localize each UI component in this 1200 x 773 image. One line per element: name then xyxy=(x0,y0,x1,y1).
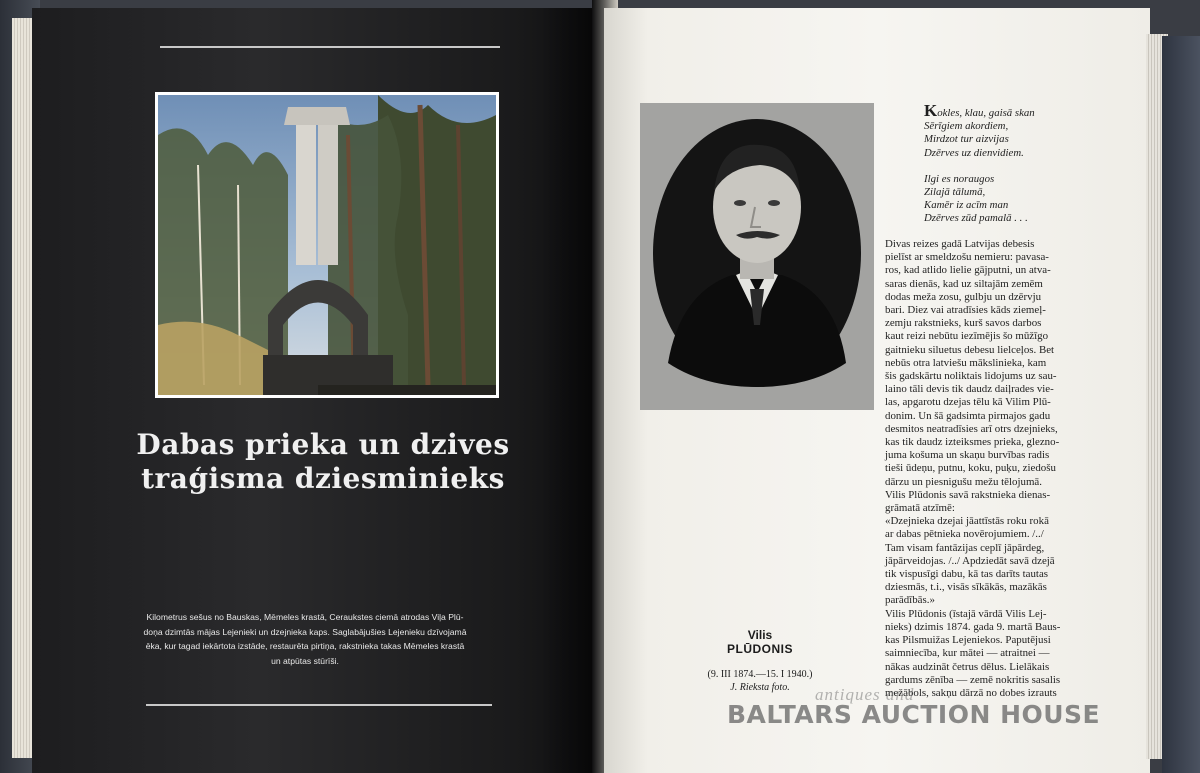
stanza-gap xyxy=(924,160,1134,173)
spread-title xyxy=(118,428,528,496)
monument-illustration xyxy=(158,95,496,395)
body-line: Vilis Plūdonis savā rakstnieka dienas- xyxy=(885,488,1051,501)
book-cover-right xyxy=(1162,36,1200,773)
body-line: juma košuma un skaņu burvības radis xyxy=(885,449,1050,462)
left-page xyxy=(32,8,600,773)
body-line: nebūs otra latviešu mākslinieka, kam xyxy=(885,356,1047,369)
body-line: pielīst ar smeldzošu nemieru: pavasa- xyxy=(885,251,1049,264)
poem-line: Zilajā tālumā, xyxy=(924,186,986,199)
poem-line: Mirdzot tur aizvijas xyxy=(924,133,1009,146)
poem-line: Ilgi es noraugos xyxy=(924,172,995,185)
poem-line: Dzērves uz dienvidiem. xyxy=(924,146,1024,159)
body-line: kaut reizi nebūtu iezīmējis šo mūžīgo xyxy=(885,330,1049,343)
page-edges-left xyxy=(12,18,34,758)
caption-line: ēka, kur tagad iekārtota izstāde, restaurēta pirtiņa, rakstnieka takas Mēmeles krastā xyxy=(145,641,465,651)
top-rule xyxy=(160,46,500,48)
spread-title-line1: Dabas prieka un dzives xyxy=(136,428,510,461)
portrait-dates: (9. III 1874.—15. I 1940.) xyxy=(707,669,813,680)
poem-line-text: okles, klau, gaisā skan xyxy=(937,107,1035,119)
watermark-logo-text: BALTARS AUCTION HOUSE xyxy=(727,700,1101,729)
body-line: gaitnieku siluetus debesu lielceļos. Bet xyxy=(885,343,1055,356)
body-line: Vilis Plūdonis (īstajā vārdā Vilis Lej- xyxy=(885,607,1047,620)
body-line: donim. Un šā gadsimta pirmajos gadu xyxy=(885,409,1051,422)
body-line: ros, kad atlido lielie gājputni, un atva- xyxy=(885,264,1051,277)
body-line: kas tik daudz izteiksmes prieka, glezno- xyxy=(885,436,1060,449)
caption-line: un atpūtas stūrīši. xyxy=(271,655,339,666)
portrait-photo xyxy=(640,103,874,410)
portrait-credit: J. Rieksta foto. xyxy=(730,682,790,693)
body-line: saimniecība, kur mātei — atraitnei — xyxy=(885,647,1050,660)
caption-line: Kilometrus sešus no Bauskas, Mēmeles krastā, Ceraukstes ciemā atrodas Viļa Plū- xyxy=(146,612,464,622)
body-line: tieši ūdeņu, putnu, koku, puķu, ziedošu xyxy=(885,462,1056,475)
poem-epigraph xyxy=(924,101,1134,226)
poem-line xyxy=(924,101,1134,120)
body-line: tik vispusīgi dabu, kā tas darīts tautas xyxy=(885,568,1049,581)
monument-caption xyxy=(135,610,475,668)
body-line: zemju rakstnieks, kurš savos darbos xyxy=(885,317,1042,330)
body-line: Divas reizes gadā Latvijas debesis xyxy=(885,238,1035,250)
poem-dropcap: K xyxy=(924,101,938,120)
body-line: ar dabas pētnieka novērojumiem. /../ xyxy=(885,528,1044,541)
caption-line: doņa dzimtās mājas Lejenieki un dzejnieka kaps. Saglabājušies Lejenieku dzīvojamā xyxy=(143,626,467,637)
body-line: šis gadskārtu noliktais lidojums uz sau- xyxy=(885,370,1057,383)
body-line: desmitos neatradīsies arī otrs dzejnieks, xyxy=(885,422,1058,435)
body-line: dārzu un piesnigušu mežu tēlojumā. xyxy=(885,475,1042,488)
body-line: «Dzejnieka dzejai jāattīstās roku rokā xyxy=(885,515,1049,528)
portrait-name-last: PLŪDONIS xyxy=(726,642,793,656)
watermark-subtitle: antiques and xyxy=(815,685,915,704)
body-line: parādībās.» xyxy=(885,594,935,607)
body-line: laino tāli devis tik daudz daiļrades vie- xyxy=(885,383,1054,396)
body-line: Tam visam fantāzijas ceplī jāpārdeg, xyxy=(885,541,1045,554)
portrait-illustration xyxy=(640,103,874,410)
body-line: saras dienās, kad uz siltajām zemēm xyxy=(885,277,1043,290)
body-line: kas Pilsmuižas Lejeniekos. Paputējusi xyxy=(885,634,1051,647)
body-line: dziesmās, t.i., visās sīkākās, mazākās xyxy=(885,581,1047,594)
body-line: bari. Diez vai atradīsies kāds ziemeļ- xyxy=(885,304,1046,317)
body-line: jāpārveidojas. /../ Apdziedāt savā dzejā xyxy=(885,554,1055,567)
article-body xyxy=(885,238,1129,700)
monument-photo xyxy=(155,92,499,398)
spread-title-line2: traģisma dziesminieks xyxy=(141,462,505,495)
bottom-rule xyxy=(146,704,492,706)
body-line: dodas meža zosu, gulbju un dzērvju xyxy=(885,290,1042,303)
poem-line: Kamēr iz acīm man xyxy=(924,199,1009,212)
body-line: las, apgarotu dzejas tēlu kā Vilim Plū- xyxy=(885,396,1051,409)
portrait-name-first: Vilis xyxy=(747,628,773,642)
body-line: nieks) dzimis 1874. gada 9. martā Baus- xyxy=(885,620,1061,633)
body-line: mežābols, sakņu dārzā no dobes izrauts xyxy=(885,686,1057,699)
body-line: nākas audzināt četrus dēlus. Lielākais xyxy=(885,660,1050,673)
poem-line: Dzērves zūd pamalā . . . xyxy=(924,212,1028,225)
body-line: gardums zēnība — zemē nokritis sasalis xyxy=(885,673,1061,686)
body-line: grāmatā atzīmē: xyxy=(885,502,955,515)
poem-line: Sērīgiem akordiem, xyxy=(924,120,1009,133)
